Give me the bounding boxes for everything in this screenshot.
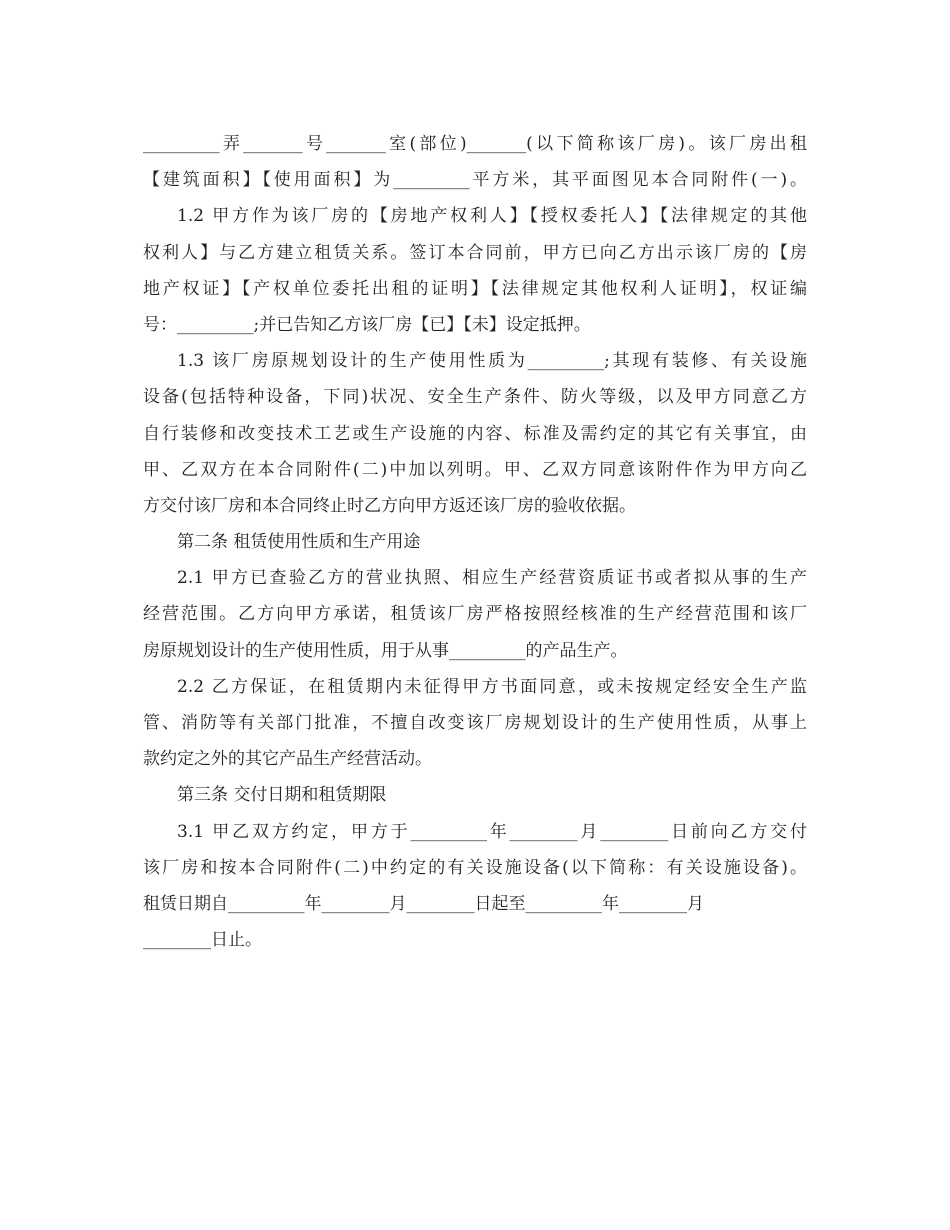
text-line: 管、消防等有关部门批准，不擅自改变该厂房规划设计的生产使用性质，从事上 [143, 713, 807, 733]
text-line: 地产权证】【产权单位委托出租的证明】【法律规定其他权利人证明】，权证编 [143, 278, 807, 299]
text-line: 租赁日期自_________年________月________日起至_________年________月 [143, 893, 704, 914]
clause-1-2-line: 1.2 甲方作为该厂房的【房地产权利人】【授权委托人】【法律规定的其他 [177, 206, 807, 227]
clause-2-1-line: 2.1 甲方已查验乙方的营业执照、相应生产经营资质证书或者拟从事的生产 [177, 568, 807, 589]
clause-3-1-line: 3.1 甲乙双方约定，甲方于_________年________月________日前向乙方交付 [177, 821, 807, 842]
text-line: 方交付该厂房和本合同终止时乙方向甲方返还该厂房的验收依据。 [143, 495, 636, 516]
text-line: 该厂房和按本合同附件(二)中约定的有关设施设备(以下简称：有关设施设备)。 [143, 857, 807, 878]
text-line: ________日止。 [143, 930, 262, 951]
text-line: 设备(包括特种设备，下同)状况、安全生产条件、防火等级，以及甲方同意乙方 [143, 387, 807, 408]
text-line: 号：_________;并已告知乙方该厂房【已】【未】设定抵押。 [143, 314, 591, 335]
clause-1-3-line: 1.3 该厂房原规划设计的生产使用性质为_________;其现有装修、有关设施 [177, 351, 807, 372]
text-line: 自行装修和改变技术工艺或生产设施的内容、标准及需约定的其它有关事宜，由 [143, 423, 807, 444]
contract-page [143, 126, 807, 958]
text-line: 权利人】与乙方建立租赁关系。签订本合同前，甲方已向乙方出示该厂房的【房 [143, 242, 807, 263]
text-line: 【建筑面积】【使用面积】为_________平方米，其平面图见本合同附件(一)。 [143, 170, 807, 191]
article-3-heading: 第三条 交付日期和租赁期限 [177, 785, 387, 806]
article-2-heading: 第二条 租赁使用性质和生产用途 [177, 532, 421, 553]
text-line: 房原规划设计的生产使用性质，用于从事_________的产品生产。 [143, 640, 628, 661]
text-line: _________弄_______号_______室(部位)_______(以下简称该厂房)。该厂房出租 [143, 134, 807, 154]
text-line: 款约定之外的其它产品生产经营活动。 [143, 749, 432, 770]
text-line: 经营范围。乙方向甲方承诺，租赁该厂房严格按照经核准的生产经营范围和该厂 [143, 604, 807, 625]
text-line: 甲、乙双方在本合同附件(二)中加以列明。甲、乙双方同意该附件作为甲方向乙 [143, 459, 807, 480]
clause-2-2-line: 2.2 乙方保证，在租赁期内未征得甲方书面同意，或未按规定经安全生产监 [177, 676, 807, 697]
